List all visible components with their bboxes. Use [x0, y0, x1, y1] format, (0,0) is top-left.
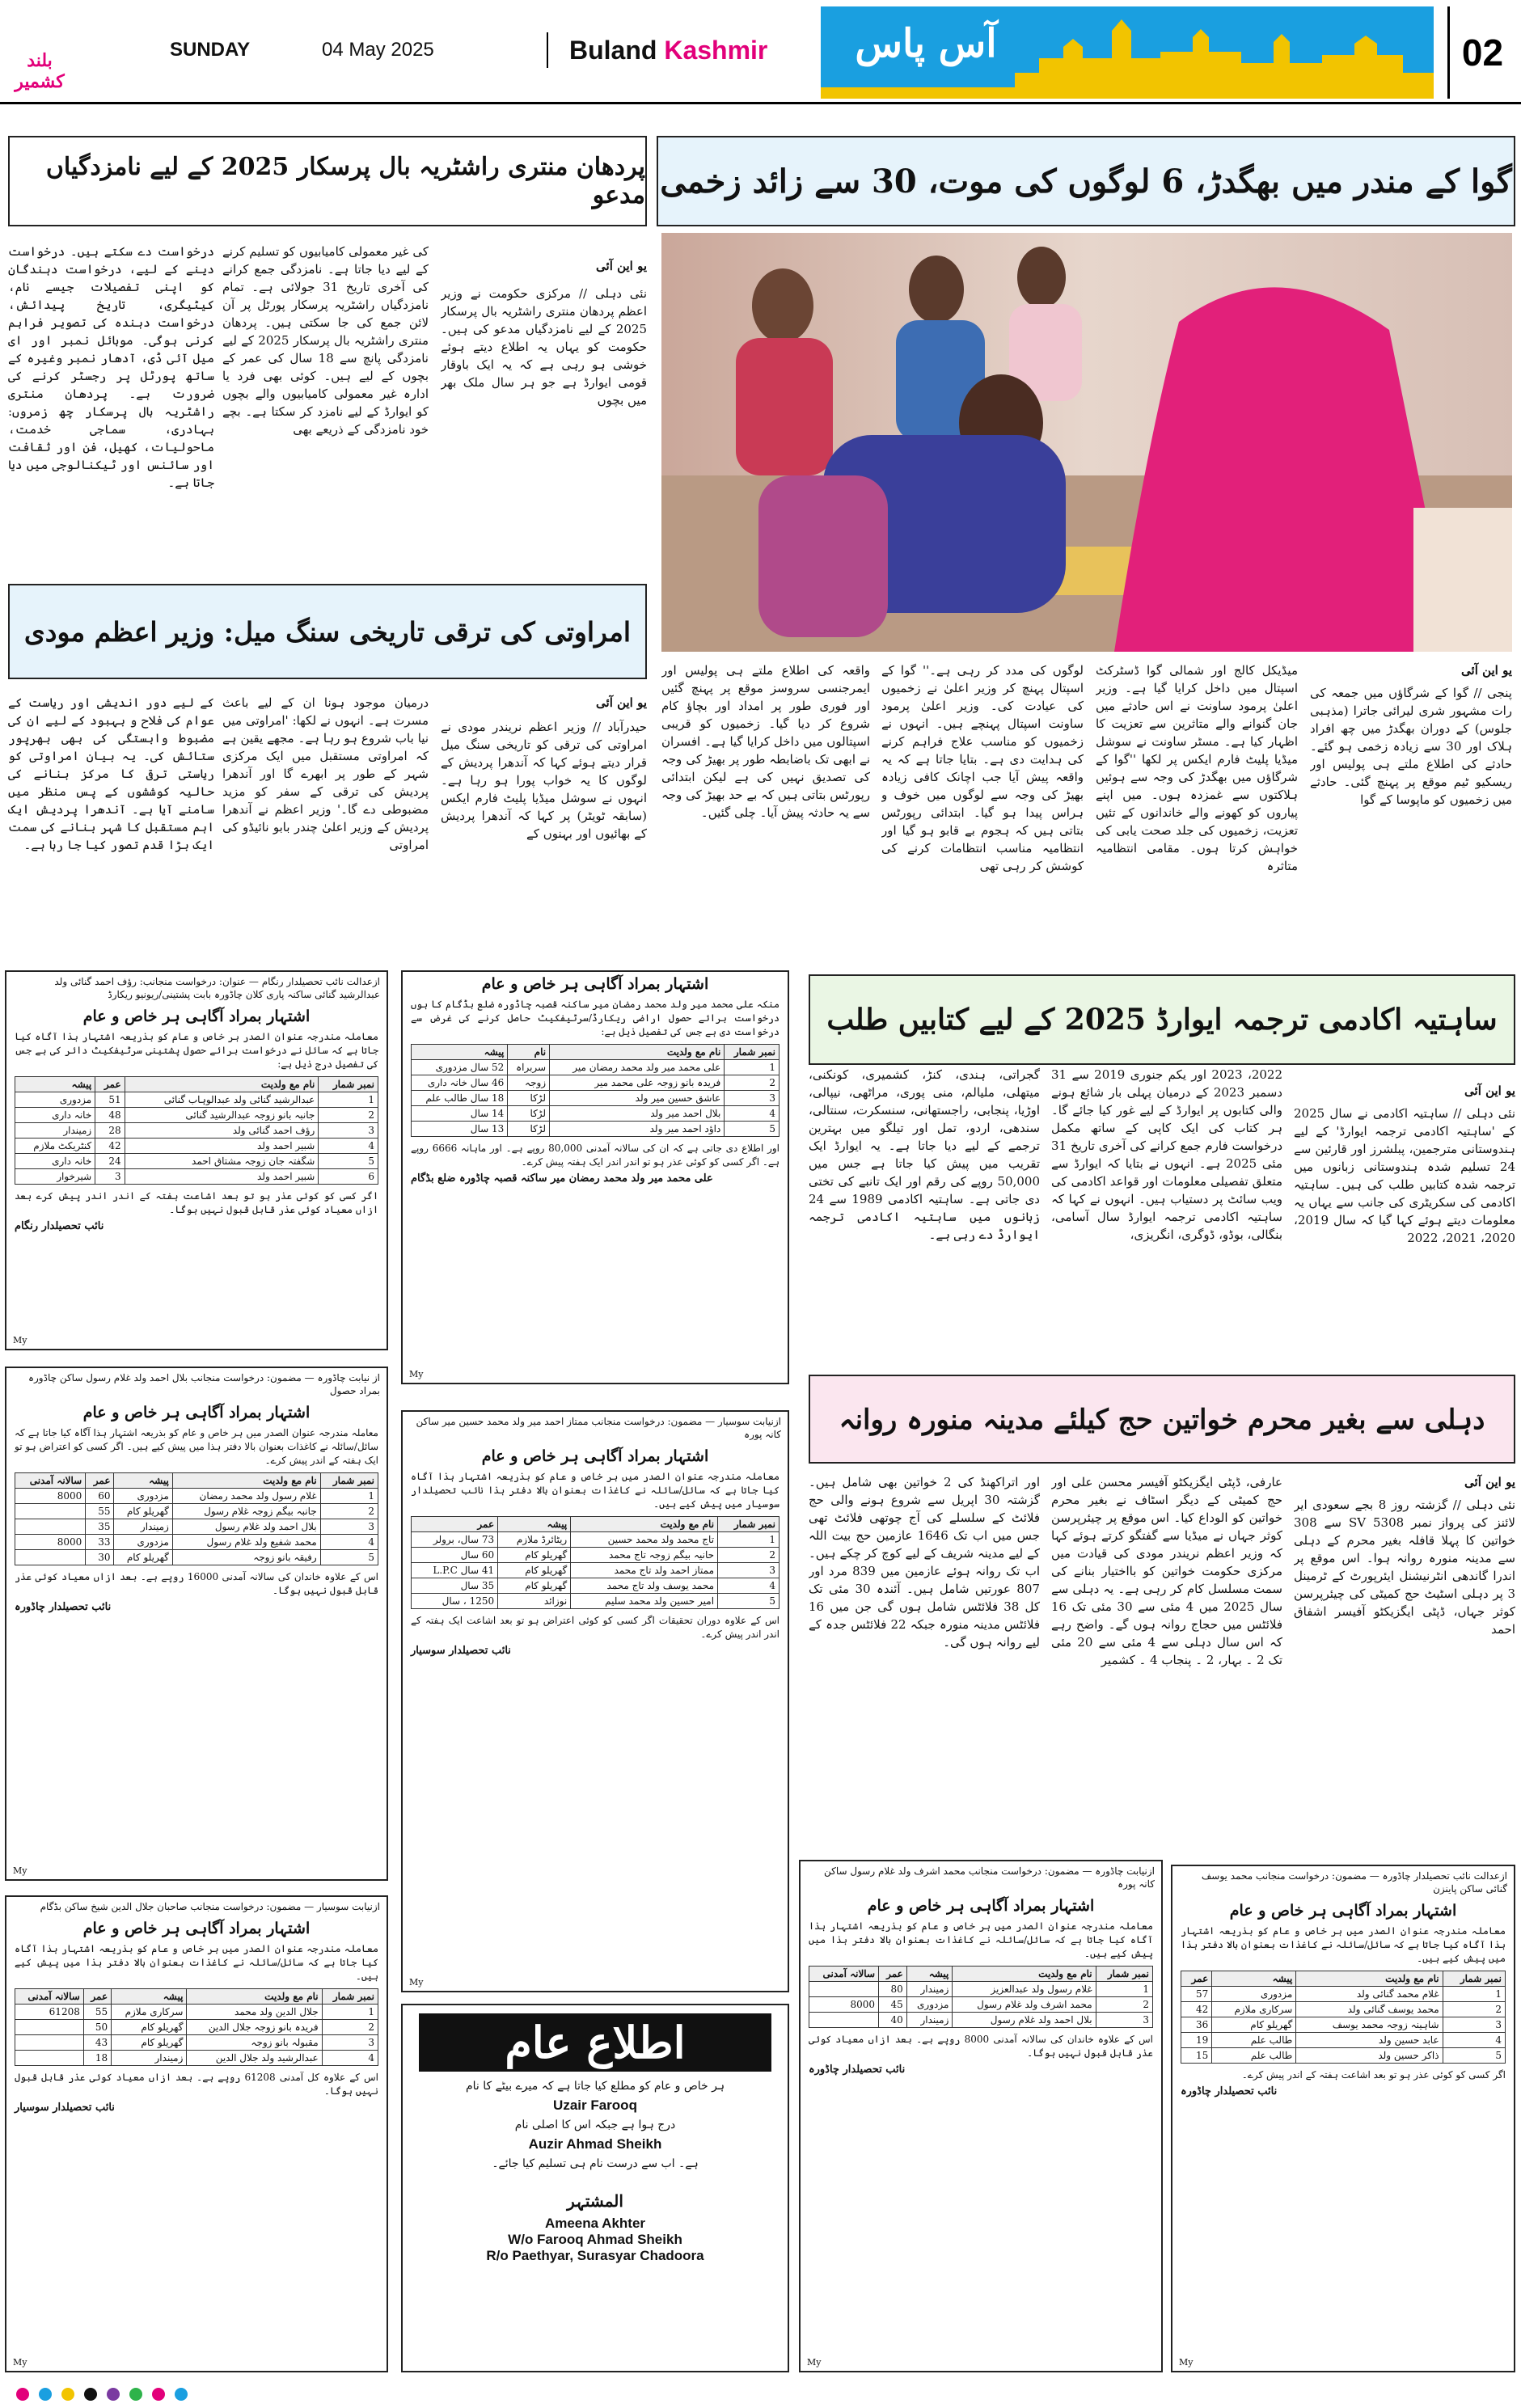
nominations-col1: نئی دہلی // مرکزی حکومت نے وزیر اعظم پردھان منتری راشٹریہ بال پرسکار 2025 کے لیے نامزدگیاں مدعو کی ہیں۔ حکومت کو یہاں یہ اطلاع دیتے ہوئے خوشی ہو رہی ہے کہ یہ ایک باوقار قومی ایوارڈ ہے جو ہر سال ملک بھر میں بچوں	[441, 286, 647, 408]
ad-6-footer: نائب تحصیلدار چاڈورہ	[809, 2064, 906, 2076]
ad-7-note: اگر کسی کو کوئی عذر ہو تو بعد اشاعت ہفتہ کے اندر پیش کرے۔	[1241, 2069, 1506, 2081]
ad-7-title: اشتہار بمراد آگاہی ہر خاص و عام	[1229, 1902, 1457, 1920]
nominations-col2: کی غیر معمولی کامیابیوں کو تسلیم کرنے کے لیے دیا جاتا ہے۔ نامزدگی جمع کرانے کی آخری تاریخ 31 جولائی ہے۔ تمام نامزدگیاں راشٹریہ پرسکار پورٹل پر آن لائن جمع کی جا سکتی ہیں۔ پردھان منتری راشٹریہ بال پرسکار 2025 کے لیے نامزدگی پانچ سے 18 سال کی عمر کے بچوں کے لیے ہیں۔ کوئی بھی فرد یا ادارہ غیر معمولی کامیابیوں والے بچوں کو ایوارڈ کے لیے نامزد کر سکتا ہے۔ بچے خود نامزدگی کے ذریعے بھی	[222, 244, 429, 437]
ad-1-table: نمبر شمار نام مع ولدیت عمر پیشہ 1 عبدالرشید گنائی ولد عبدالوہاب گنائی 51 مزدوری 2 جانبہ بانو زوجہ عبدالرشید گنائی 48 خانہ داری 3 رؤف احمد گنائی ولد 28 زمیندار 4 شبیر احمد ولد 42 کنٹریکٹ ملازم 5 شگفتہ جان زوجہ مشتاق احمد 24 خانہ داری 6 شبیر احمد ولد 3 شیرخوار	[15, 1076, 378, 1185]
ad-4-table: نمبر شمار نام مع ولدیت پیشہ عمر 1 تاج محمد ولد محمد حسین ریٹائرڈ ملازم 73 سال، برولر 2 حانیہ بیگم زوجہ تاج محمد گھریلو کام 60 سال 3 ممتاز احمد ولد تاج محمد گھریلو کام 41 سال L.P.C 4 محمد یوسف ولد تاج محمد گھریلو کام 35 سال 5 امیر حسین ولد محمد سلیم نوزائد 1250 ، سال	[411, 1516, 780, 1609]
ad-2-table: نمبر شمار نام مع ولدیت نام پیشہ 1 علی محمد میر ولد محمد رمضان میر سربراہ 52 سال مزدوری 2 فریدہ بانو زوجہ علی محمد میر زوجہ 46 سال خانہ داری 3 عاشق حسین میر ولد لڑکا 18 سال طالب علم 4 بلال احمد میر ولد لڑکا 14 سال 5 داؤد احمد میر ولد لڑکا 13 سال	[411, 1044, 780, 1137]
section-band	[821, 6, 1434, 99]
hajj-headline-box	[809, 1375, 1515, 1464]
nominations-dateline: یو این آئی	[596, 259, 647, 273]
ad-2-mark: My	[409, 1369, 424, 1379]
nominations-headline: پردھان منتری راشٹریہ بال پرسکار 2025 کے لیے نامزدگیاں مدعو	[45, 153, 645, 209]
page-number: 02	[1461, 32, 1504, 74]
amaravati-dateline: یو این آئی	[596, 695, 647, 710]
ad-1-body: معاملہ مندرجہ عنوان الصدر ہر خاص و عام کو بذریعہ اشتہار ہذا آگاہ کیا جاتا ہے کہ سائل نے درخواست برائے حصول پشتینی سرٹیفکیٹ دائر کی ہے جس کی تفصیل درج ذیل ہے:	[15, 1031, 378, 1070]
ad-5-footer: نائب تحصیلدار سوسیار	[15, 2102, 115, 2114]
hajj-col3: اور اتراکھنڈ کی 2 خواتین بھی شامل ہیں۔ گزشتہ 30 اپریل سے شروع ہونے والی حج فلائٹ کے سلسلے کی آج چوتھی فلائٹ تھی جس میں اب تک 1646 عازمین حج بیت اللہ کے لیے مدینہ شریف کے لیے کوچ کر چکے ہیں۔ اب تک روانہ ہوئے عازمین میں 839 مرد اور 807 عورتیں شامل ہیں۔ آئندہ 30 مئی تک کل 38 فلائٹس شامل ہوں گی جن میں 16 فلائٹس مدینہ منورہ جبکہ 22 فلائٹس جدہ کے لیے روانہ ہوں گی۔	[809, 1475, 1040, 1650]
section-title: آس پاس	[855, 21, 997, 66]
ad-6-note: اس کے علاوہ خاندان کی سالانہ آمدنی 8000 روپے ہے۔ بعد ازاں معیاد کوئی عذر قابل قبول نہیں ہوگا۔	[809, 2034, 1153, 2059]
ad-5-body: معاملہ مندرجہ عنوان الصدر میں ہر خاص و عام کو بذریعہ اشتہار ہذا آگاہ کیا جاتا ہے کہ سائل/سائلہ نے کاغذات بعنوان بالا دفتر ہذا میں پیش کیے ہیں۔	[15, 1943, 378, 1982]
ad-notice-4	[401, 1410, 789, 1992]
masthead-divider	[547, 32, 548, 68]
nominations-col3: درخواست دے سکتے ہیں۔ درخواست دینے کے لیے، درخواست دہندگان کو اپنی تفصیلات جیسے نام، کیٹیگری، تاریخ پیدائش، درخواست دہندہ کی تصویر فراہم کرنی ہوگی۔ موبائل نمبر اور ای میل آئی ڈی، آدھار نمبر وغیرہ کے ساتھ پورٹل پر رجسٹر کرنے کی ضرورت ہے۔ پردھان منتری راشٹریہ بال پرسکار چھ زمروں: بہادری، سماجی خدمت، ماحولیات، کھیل، فن اور ثقافت اور سائنس اور ٹیکنالوجی میں دیا جاتا ہے۔	[8, 244, 214, 490]
goa-col4: واقعہ کی اطلاع ملتے ہی پولیس اور ایمرجنسی سروسز موقع پر پہنچ گئیں اور فوری طور پر امداد اور بچاؤ کام شروع کر دیا گیا۔ زخمیوں کو قریبی اسپتالوں میں داخل کرایا گیا ہے۔ افسران نے ابھی تک باضابطہ طور پر بھیڑ کی وجہ کی تصدیق نہیں کی ہے لیکن ابتدائی رپورٹس بتاتی ہیں کہ بے حد بھیڑ کی وجہ سے یہ حادثہ پیش آیا۔ چلی گئیں۔	[661, 663, 870, 820]
mourning-women-photo	[661, 233, 1512, 652]
registration-dot	[152, 2388, 165, 2401]
ad-1-title: اشتہار بمراد آگاہی ہر خاص و عام	[82, 1008, 311, 1025]
ad-3-header: از نیابت چاڈورہ — مضمون: درخواست منجانب بلال احمد ولد غلام رسول ساکن چاڈورہ بمراد حصول	[27, 1372, 380, 1396]
ad-notice-7	[1171, 1865, 1515, 2372]
notice-signer-1: Ameena Akhter	[544, 2216, 646, 2231]
ad-4-title: اشتہار بمراد آگاہی ہر خاص و عام	[481, 1447, 709, 1465]
amaravati-headline-box	[8, 584, 647, 679]
ad-4-note: اس کے علاوہ دوران تحقیقات اگر کسی کو کوئی اعتراض ہو تو بعد اشاعت ایک ہفتہ کے اندر اندر پیش کرے۔	[411, 1615, 780, 1640]
ad-notice-1	[5, 970, 388, 1350]
ad-7-mark: My	[1179, 2357, 1194, 2368]
ad-notice-6	[799, 1860, 1163, 2372]
registration-dot	[129, 2388, 142, 2401]
ad-1-mark: My	[13, 1335, 27, 1346]
ad-5-title: اشتہار بمراد آگاہی ہر خاص و عام	[82, 1920, 311, 1937]
ad-3-body: معاملہ مندرجہ عنوان الصدر میں ہر خاص و عام کو بذریعہ اشتہار ہذا آگاہ کیا جاتا ہے کہ سائل/سائلہ نے کاغذات بعنوان بالا دفتر ہذا میں پیش کیے ہیں۔ اگر کسی کو اعتراض ہو تو ایک ہفتہ کے اندر پیش کرے۔	[15, 1427, 378, 1466]
sahitya-col2: 2022، 2023 اور یکم جنوری 2019 سے 31 دسمبر 2023 کے درمیان پہلی بار شائع ہونے والی کتابوں پر ایوارڈ کے لیے غور کیا جائے گا۔ ہر کتاب کی ایک کاپی کے ساتھ مکمل درخواست فارم جمع کرانے کی آخری تاریخ 31 مئی 2025 ہے۔ انہوں نے بتایا کہ ایوارڈ سے متعلق تفصیلی معلومات اور قواعد اکادمی کی ویب سائٹ پر دستیاب ہیں۔ انہوں نے کہا کہ ساہتیہ اکادمی ترجمہ ایوارڈ سال آسامی، بنگالی، بوڈو، ڈوگری، انگریزی،	[1051, 1067, 1282, 1242]
ad-5-header: ازنیابت سوسیار — مضمون: درخواست منجانب صاحبان جلال الدین شیخ ساکن بڈگام	[40, 1901, 380, 1912]
goa-dateline: یو این آئی	[1461, 663, 1512, 678]
ad-5-mark: My	[13, 2357, 27, 2368]
ad-6-body: معاملہ مندرجہ عنوان الصدر میں ہر خاص و عام کو بذریعہ اشتہار ہذا آگاہ کیا جاتا ہے کہ سائل/سائلہ نے کاغذات بعنوان بالا دفتر ہذا میں پیش کیے ہیں۔	[809, 1920, 1153, 1959]
registration-dot	[84, 2388, 97, 2401]
registration-dot	[61, 2388, 74, 2401]
goa-headline-box	[657, 136, 1515, 226]
ad-3-table: نمبر شمار نام مع ولدیت پیشہ عمر سالانہ آمدنی 1 غلام رسول ولد محمد رمضان مزدوری 60 8000 2 جانبہ بیگم زوجہ غلام رسول گھریلو کام 55 3 بلال احمد ولد غلام رسول زمیندار 35 4 محمد شفیع ولد غلام رسول مزدوری 33 8000 5 رفیقہ بانو زوجہ گھریلو کام 30	[15, 1472, 378, 1565]
goa-photo	[661, 233, 1512, 652]
sahitya-headline: ساہتیہ اکادمی ترجمہ ایوارڈ 2025 کے لیے کتابیں طلب	[826, 1003, 1498, 1037]
ad-6-header: ازنیابت چاڈورہ — مضمون: درخواست منجانب محمد اشرف ولد غلام رسول ساکن کانہ پورہ	[824, 1865, 1155, 1890]
ad-2-note: اور اطلاع دی جاتی ہے کہ ان کی سالانہ آمدنی 80,000 روپے ہے۔ اور ماہانہ 6666 روپے ہے۔ اگر کسی کو کوئی عذر ہو تو اندر اندر ایک ہفتہ پیش کرے۔	[411, 1143, 780, 1168]
hajj-headline: دہلی سے بغیر محرم خواتین حج کیلئے مدینہ منورہ روانہ	[839, 1403, 1485, 1436]
ad-3-mark: My	[13, 1865, 27, 1876]
hajj-col1: نئی دہلی // گزشتہ روز 8 بجے سعودی ایر لائنز کی پرواز نمبر SV 5308 سے 308 خواتین کا پہلا قافلہ بغیر محرم کے دہلی سے مدینہ منورہ روانہ ہوا۔ اس موقع پر اندرا گاندھی انٹرنیشنل ایئرپورٹ کے ٹرمینل 3 پر دہلی اسٹیٹ حج کمیٹی کی چیئرپرسن کوثر جہاں، ڈپٹی ایگزیکٹو آفیسر اشفاق احمد	[1294, 1498, 1515, 1637]
notice-name-new: Auzir Ahmad Sheikh	[528, 2136, 662, 2152]
notice-signed: المشتہر	[567, 2191, 623, 2211]
ad-2-title: اشتہار بمراد آگاہی ہر خاص و عام	[481, 975, 709, 993]
registration-dot	[175, 2388, 188, 2401]
ad-4-footer: نائب تحصیلدار سوسیار	[411, 1645, 511, 1657]
ad-6-table: نمبر شمار نام مع ولدیت پیشہ عمر سالانہ آمدنی 1 غلام رسول ولد عبدالعزیز زمیندار 80 2 محمد اشرف ولد غلام رسول مزدوری 45 8000 3 بلال احمد ولد غلام رسول زمیندار 40	[809, 1966, 1153, 2028]
notice-body-2: درج ہوا ہے جبکہ اس کا اصلی نام	[514, 2119, 676, 2131]
hajj-dateline: یو این آئی	[1464, 1475, 1515, 1489]
ad-6-mark: My	[807, 2357, 822, 2368]
ad-4-header: ازنیابت سوسیار — مضمون: درخواست منجانب ممتاز احمد میر ولد محمد حسین میر ساکن کانہ پورہ	[416, 1416, 781, 1440]
registration-dot	[107, 2388, 120, 2401]
logo: بلند کشمیر	[15, 50, 65, 92]
ad-4-mark: My	[409, 1977, 424, 1988]
ad-5-note: اس کے علاوہ کل آمدنی 61208 روپے ہے۔ بعد ازاں معیاد کوئی عذر قابل قبول نہیں ہوگا۔	[15, 2072, 378, 2097]
ad-2-body: منکہ علی محمد میر ولد محمد رمضان میر ساکنہ قصبہ چاڈورہ ضلع بڈگام کا ہوں درخواست برائے حصول اراضی ریکارڈ/سرٹیفکیٹ حاصل کرنے کی غرض سے درخواست دی ہے جس کی تفصیل ذیل ہے:	[411, 999, 780, 1037]
nominations-headline-box	[8, 136, 647, 226]
ad-4-body: معاملہ مندرجہ عنوان الصدر میں ہر خاص و عام کو بذریعہ اشتہار ہذا آگاہ کیا جاتا ہے کہ سائل/سائلہ نے کاغذات بعنوان بالا دفتر ہذا نائب تحصیلدار سوسیار میں پیش کیے ہیں۔	[411, 1471, 780, 1510]
amaravati-col1: حیدرآباد // وزیر اعظم نریندر مودی نے امراوتی کی ترقی کو تاریخی سنگ میل قرار دیتے ہوئے کہا کہ آندھرا پردیش کے لوگوں کا یہ خواب پورا ہو رہا ہے۔ انہوں نے سوشل میڈیا پلیٹ فارم ایکس (سابقہ ٹویٹر) پر کہا کہ آندھرا پردیش کے بھائیوں اور بہنوں کے	[441, 720, 647, 841]
registration-dot	[39, 2388, 52, 2401]
registration-dot	[16, 2388, 29, 2401]
ad-6-title: اشتہار بمراد آگاہی ہر خاص و عام	[867, 1897, 1095, 1915]
sahitya-col1: نئی دہلی // ساہتیہ اکادمی نے سال 2025 کے 'ساہتیہ اکادمی ترجمہ ایوارڈ' کے لیے ہندوستانی مترجمین، پبلشرز اور قارئین سے 24 تسلیم شدہ ہندوستانی زبانوں میں ترجمہ شدہ کتابیں طلب کی ہیں۔ ساہتیہ اکادمی کی سکریٹری کی جانب سے یہاں یہ معلومات دیتے ہوئے کہا گیا کہ سال 2019، 2020، 2021، 2022	[1294, 1106, 1515, 1245]
ad-7-footer: نائب تحصیلدار چاڈورہ	[1181, 2085, 1278, 2097]
ad-notice-5	[5, 1895, 388, 2372]
ad-3-title: اشتہار بمراد آگاہی ہر خاص و عام	[82, 1404, 311, 1422]
notice-signer-3: R/o Paethyar, Surasyar Chadoora	[486, 2248, 704, 2263]
ad-notice-3	[5, 1367, 388, 1881]
ad-1-footer: نائب تحصیلدار رنگام	[15, 1220, 104, 1232]
notice-body-1: ہر خاص و عام کو مطلع کیا جاتا ہے کہ میرے بیٹے کا نام	[465, 2080, 725, 2093]
goa-headline: گوا کے مندر میں بھگدڑ، 6 لوگوں کی موت، 30 سے زائد زخمی	[660, 162, 1512, 201]
notice-name-old: Uzair Farooq	[553, 2097, 637, 2113]
sahitya-col3: گجراتی، ہندی، کنڑ، کشمیری، کونکنی، میتھلی، ملیالم، منی پوری، مراٹھی، نیپالی، اوڑیا، پنجابی، راجستھانی، سنسکرت، سنتالی، سندھی، اردو، تمل اور تیلگو میں بہترین ترجمے کے لیے دیا جاتا ہے۔ یہ ایوارڈ ایک تقریب میں پیش کیا جاتا ہے جس میں 50,000 روپے کی رقم اور ایک تانبے کی تختی دی جاتی ہے۔ ساہتیہ اکادمی 1989 سے 24 زبانوں میں ساہتیہ اکادمی ترجمہ ایوارڈ دے رہی ہے۔	[809, 1067, 1040, 1242]
ad-3-note: اس کے علاوہ خاندان کی سالانہ آمدنی 16000 روپے ہے۔ بعد ازاں معیاد کوئی عذر قابل قبول نہیں ہوگا۔	[15, 1571, 378, 1596]
paper-name	[569, 36, 767, 65]
page-number-box	[1447, 6, 1515, 99]
notice-title: اطلاع عام	[419, 2013, 771, 2072]
goa-col2: میڈیکل کالج اور شمالی گوا ڈسٹرکٹ اسپتال میں داخل کرایا گیا ہے۔ وزیر اعلیٰ پرمود ساونت نے اس حادثے میں جان گنوانے والے متاثرین سے تعزیت کا اظہار کیا ہے۔ مسٹر ساونت نے سوشل میڈیا پلیٹ فارم ایکس پر لکھا ''گوا کے شرگاؤں میں بھگدڑ کی وجہ سے ہوئیں ہلاکتوں سے غمزدہ ہوں۔ میں اپنے پیاروں کو کھونے والے خاندانوں کے تئیں تعزیت، زخمیوں کی جلد صحت یابی کی خواہش کرتا ہوں۔ مقامی انتظامیہ متاثرہ	[1096, 663, 1298, 873]
ad-1-note: اگر کسی کو کوئی عذر ہو تو بعد اشاعت ہفتہ کے اندر اندر پیش کرے بعد ازاں معیاد کوئی عذر قابل قبول نہیں ہوگا۔	[15, 1190, 378, 1215]
goa-col1: پنجی // گوا کے شرگاؤں میں جمعہ کی رات مشہور شری لیرائی جاترا (مذہبی جلوس) کے دوران بھگدڑ میں چھ افراد ہلاک اور 30 سے زیادہ زخمی ہو گئے۔ حادثے کی اطلاع ملتے ہی پولیس اور ریسکیو ٹیم موقع پر پہنچ گئی۔ حادثے میں زخمیوں کو ماپوسا کے گوا	[1310, 686, 1512, 807]
ad-7-table: نمبر شمار نام مع ولدیت پیشہ عمر 1 غلام محمد گنائی ولد مزدوری 57 2 محمد یوسف گنائی ولد سرکاری ملازم 42 3 شاہینہ زوجہ محمد یوسف گھریلو کام 36 4 عابد حسین ولد طالب علم 19 5 ذاکر حسین ولد طالب علم 15	[1181, 1971, 1506, 2064]
ad-5-table: نمبر شمار نام مع ولدیت پیشہ عمر سالانہ آمدنی 1 جلال الدین ولد محمد سرکاری ملازم 55 61208 2 فریدہ بانو زوجہ جلال الدین گھریلو کام 50 3 مقبولہ بانو زوجہ گھریلو کام 43 4 عبدالرشید ولد جلال الدین زمیندار 18	[15, 1988, 378, 2066]
hajj-col2: عارفی، ڈپٹی ایگزیکٹو آفیسر محسن علی اور حج کمیٹی کے دیگر اسٹاف نے بغیر محرم خواتین کو الوداع کیا۔ اس موقع پر چیئرپرسن کوثر جہاں نے میڈیا سے گفتگو کرتے ہوئے کہا کہ وزیر اعظم نریندر مودی کی قیادت میں مرکزی حکومت خواتین کو بااختیار بنانے کی سمت مسلسل کام کر رہی ہے۔ یہ دہلی سے سال 2025 میں 4 مئی سے 30 مئی تک 16 فلائٹس میں حجاج روانہ ہوں گے۔ واضح رہے کہ اس سال دہلی سے 4 مئی سے 20 مئی تک 2 ۔ بہار، 2 ۔ پنجاب 4 ۔ کشمیر	[1051, 1475, 1282, 1667]
masthead-date: 04 May 2025	[322, 39, 434, 61]
ad-7-body: معاملہ مندرجہ عنوان الصدر میں ہر خاص و عام کو بذریعہ اشتہار ہذا آگاہ کیا جاتا ہے کہ سائل/سائلہ نے کاغذات بعنوان بالا دفتر ہذا میں پیش کیے ہیں۔	[1181, 1925, 1506, 1964]
ad-1-header: ازعدالت نائب تحصیلدار رنگام — عنوان: درخواست منجانب: رؤف احمد گنائی ولد عبدالرشید گنائی ساکنہ پاری کلان چاڈورہ بابت پشتینی/ریونیو ریکارڈ	[54, 976, 380, 1000]
sahitya-dateline: یو این آئی	[1464, 1084, 1515, 1098]
amaravati-headline: امراوتی کی ترقی تاریخی سنگ میل: وزیر اعظم مودی	[23, 615, 632, 648]
public-notice	[401, 2004, 789, 2372]
sahitya-headline-box	[809, 974, 1515, 1065]
paper-name-1: Buland	[569, 36, 657, 65]
notice-body-3: ہے۔ اب سے درست نام ہی تسلیم کیا جائے۔	[492, 2157, 699, 2170]
amaravati-col3: کے لیے دور اندیشی اور ریاست کے عوام کی فلاح و بہبود کے لیے ان کی مضبوط وابستگی کی بھی بھرپور ستائش کی۔ یہ بیان امراوتی کو ریاستی ترقی کا مرکز بنانے کی حالیہ کوششوں کے پس منظر میں سامنے آیا ہے۔ آندھرا پردیش ایک اہم مستقبل کا شہر بنانے کی سمت ایک بڑا قدم تصور کیا جا رہا ہے۔	[8, 695, 214, 852]
ad-7-header: ازعدالت نائب تحصیلدار چاڈورہ — مضمون: درخواست منجانب محمد یوسف گنائی ساکن پاینزن	[1201, 1870, 1507, 1895]
masthead	[0, 0, 1521, 105]
amaravati-col2: درمیان موجود ہونا ان کے لیے باعث مسرت ہے۔ انہوں نے لکھا: 'امراوتی میں نیا باب شروع ہو رہا ہے۔ مجھے یقین ہے کہ امراوتی مستقبل میں ایک مرکزی شہر کے طور پر ابھرے گا اور آندھرا پردیش کی ترقی کے سفر کو مزید مضبوطی دے گا۔' وزیر اعظم نے آندھرا پردیش کے وزیر اعلیٰ چندر بابو نائیڈو کی امراوتی	[222, 695, 429, 852]
masthead-day: SUNDAY	[170, 39, 251, 61]
ad-2-footer: علی محمد میر ولد محمد رمضان میر ساکنہ قصبہ چاڈورہ ضلع بڈگام	[411, 1172, 713, 1185]
notice-signer-2: W/o Farooq Ahmad Sheikh	[508, 2232, 682, 2247]
masthead-rule	[0, 102, 1521, 104]
ad-3-footer: نائب تحصیلدار چاڈورہ	[15, 1601, 112, 1613]
paper-name-2: Kashmir	[664, 36, 768, 65]
goa-col3: لوگوں کی مدد کر رہی ہے۔'' گوا کے اسپتال پہنچ کر وزیر اعلیٰ نے زخمیوں کی عیادت کی۔ وزیر اعلیٰ پرمود ساونت اسپتال پہنچے ہیں۔ انہوں نے زخمیوں کو مناسب علاج فراہم کرنے کی ہدایت دی ہے۔ بتایا جاتا ہے کہ یہ واقعہ پیش آیا جب اچانک کافی زیادہ بھیڑ کی وجہ سے لوگوں میں خوف و ہراس پیدا ہو گیا۔ ابتدائی رپورٹس بتاتی ہیں کہ ہجوم بے قابو ہو گیا اور انتظامیہ مناسب انتظامات کرنے کی کوشش کر رہی تھی	[881, 663, 1084, 873]
ad-notice-2	[401, 970, 789, 1384]
color-registration-strip	[0, 2381, 1521, 2408]
